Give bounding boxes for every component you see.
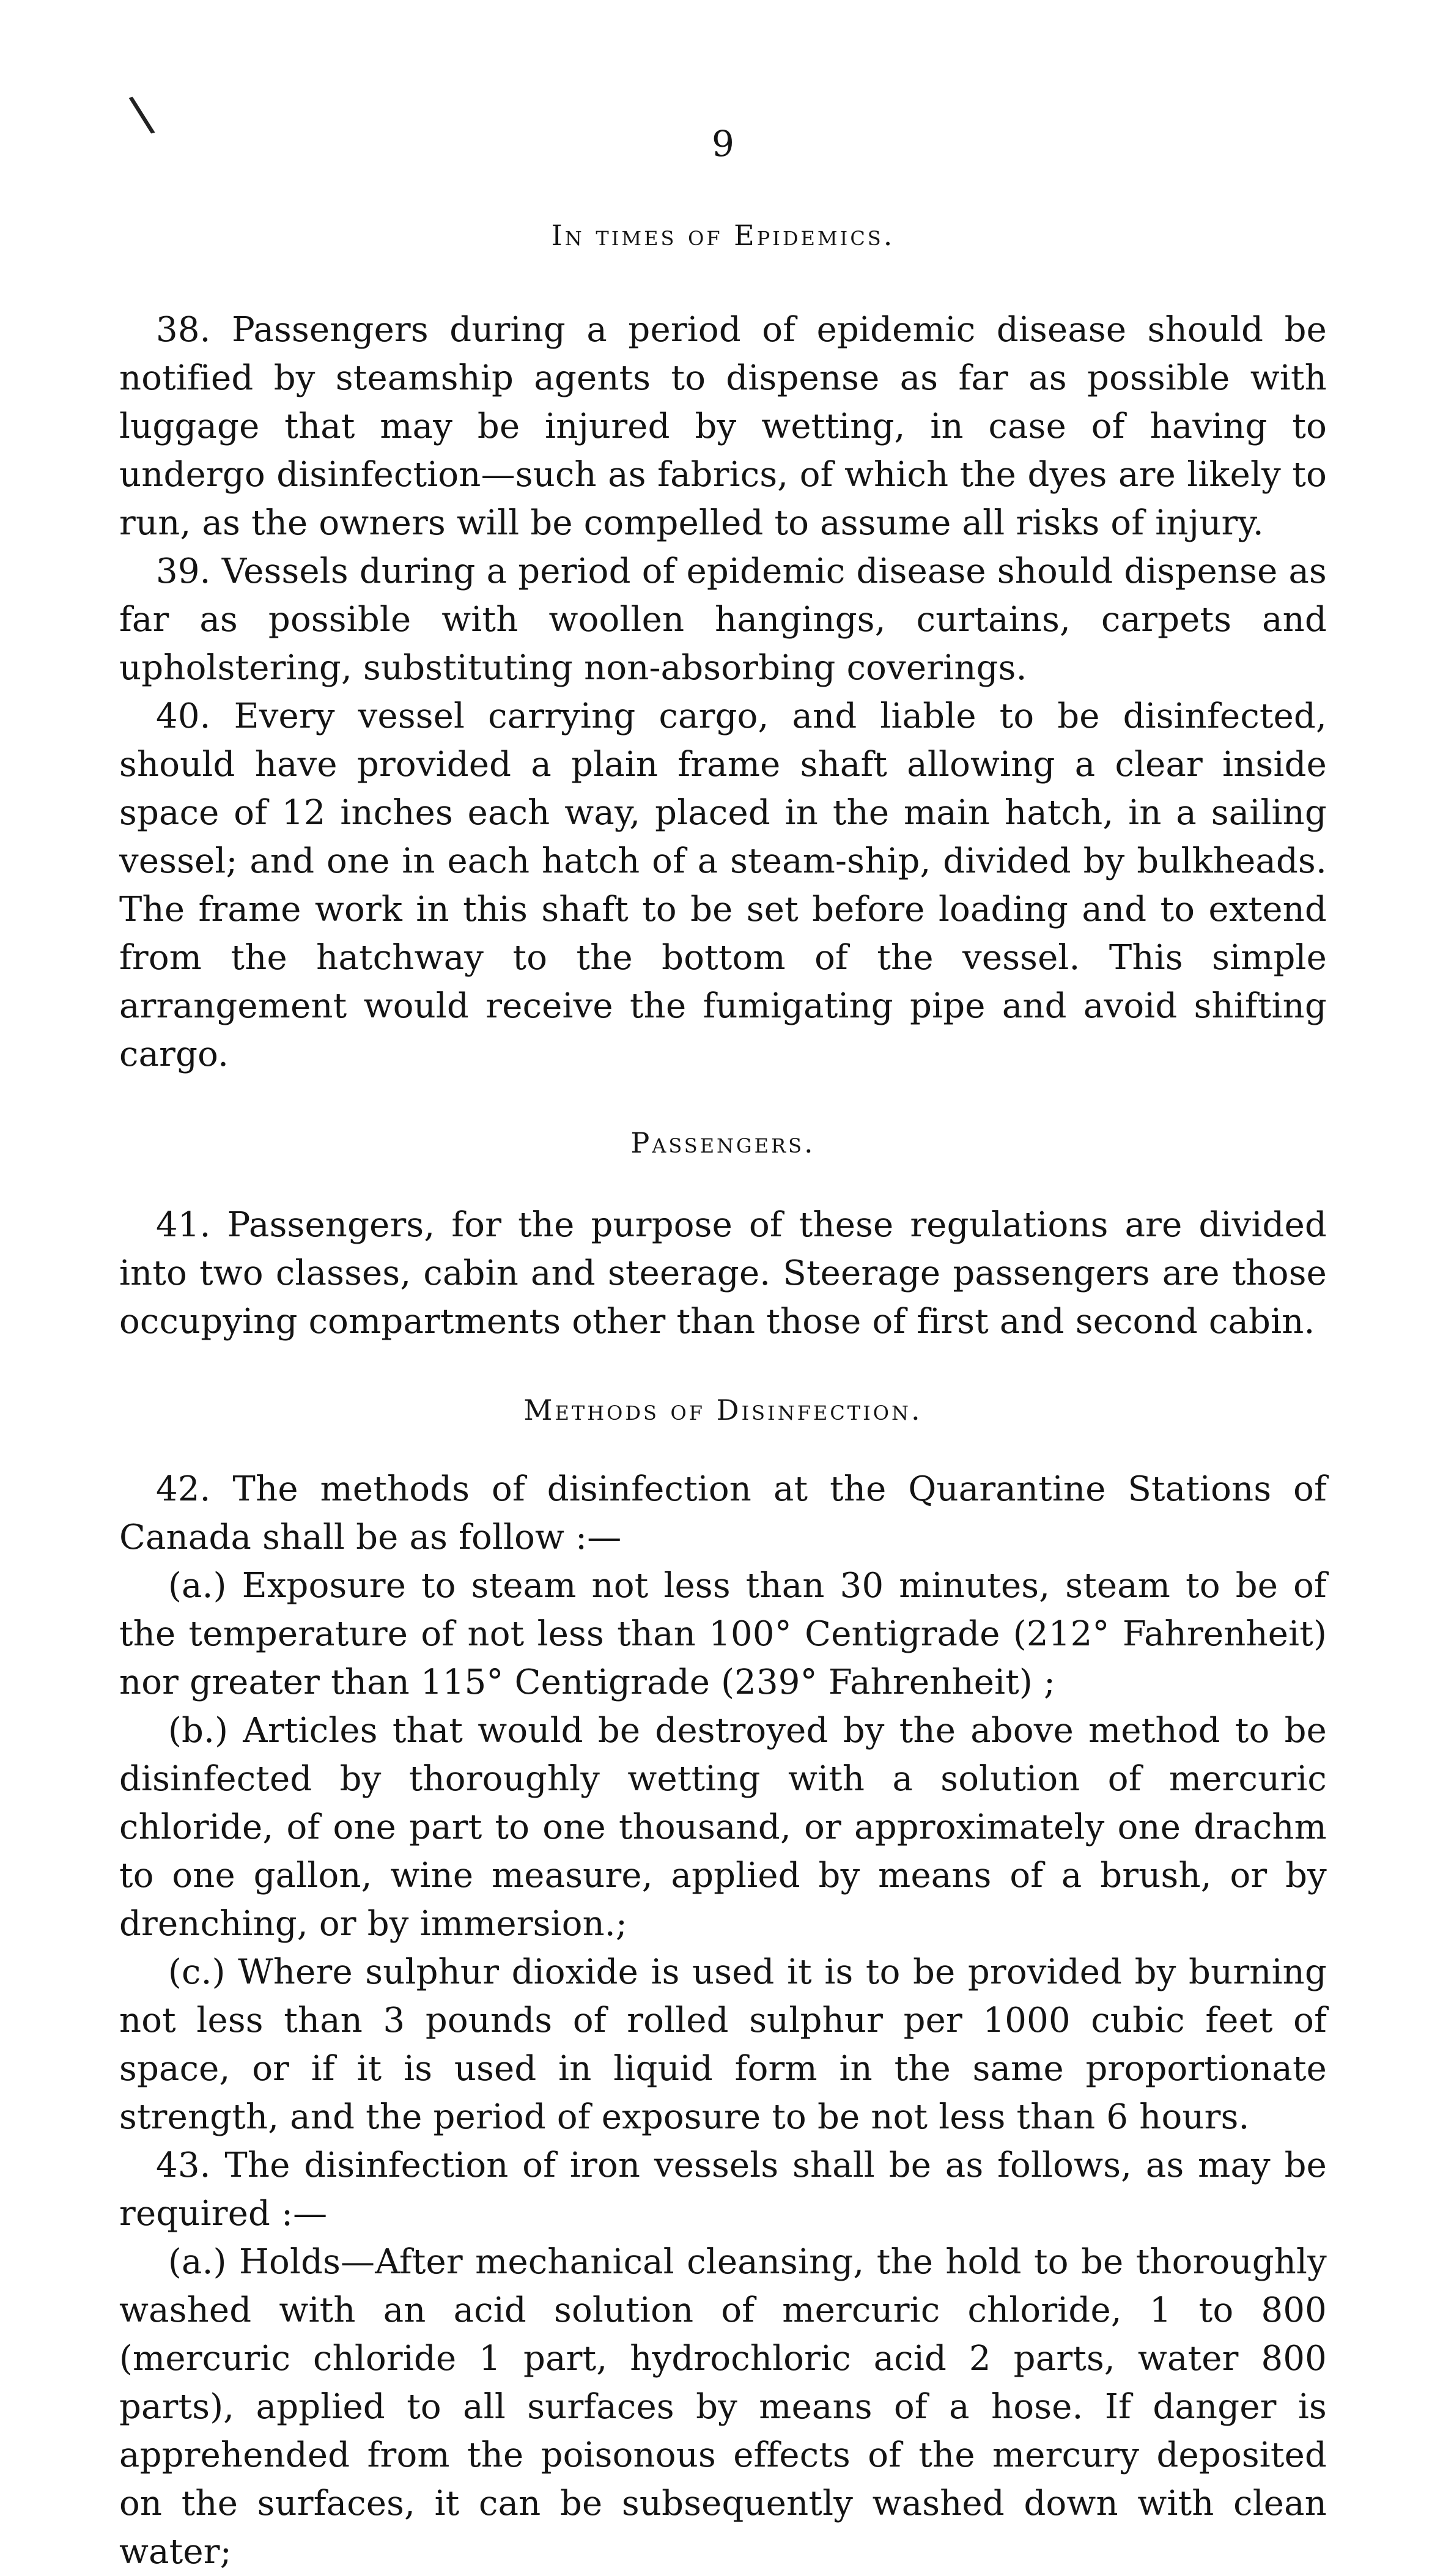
- paragraph-42: 42. The methods of disinfection at the Quarantine Stations of Canada shall be as follow :—: [119, 1469, 1327, 1557]
- paragraph-40: 40. Every vessel carrying cargo, and liable to be disinfected, should have provided a plain frame shaft allowing a clear inside space of 12 inches each way, placed in the main hatch, in a sailing vessel; and one in each hatch of a steam-ship, divided by bulkheads. The frame work in this shaft to be set before loading and to extend from the hatchway to the bottom of the vessel. This simple arrangement would receive the fumigating pipe and avoid shifting cargo.: [119, 696, 1327, 1074]
- paragraph-42-c: (c.) Where sulphur dioxide is used it is to be provided by burning not less than 3 pounds of rolled sulphur per 1000 cubic feet of space, or if it is used in liquid form in the same proportionate strength, and the period of exposure to be not less than 6 hours.: [119, 1952, 1327, 2137]
- paragraph-38: 38. Passengers during a period of epidemic disease should be notified by steamship agents to dispense as far as possible with luggage that may be injured by wetting, in case of having to undergo disinfection—such as fabrics, of which the dyes are likely to run, as the owners will be compelled to assume all risks of injury.: [119, 310, 1327, 543]
- page-number: 9: [712, 123, 734, 164]
- paragraph-43-a: (a.) Holds—After mechanical cleansing, the hold to be thoroughly washed with an acid solution of mercuric chloride, 1 to 800 (mercuric chloride 1 part, hydrochloric acid 2 parts, water 800 parts), applied to all surfaces by means of a hose. If danger is apprehended from the poisonous effects of the mercury deposited on the surfaces, it can be subsequently washed down with clean water;: [119, 2242, 1327, 2572]
- section-heading-passengers: Passengers.: [630, 1126, 816, 1159]
- section-heading-methods-of-disinfection: Methods of Disinfection.: [523, 1393, 923, 1426]
- section-heading-epidemics: In times of Epidemics.: [551, 219, 895, 252]
- paragraph-39: 39. Vessels during a period of epidemic disease should dispense as far as possible with woollen hangings, curtains, carpets and upholstering, substituting non-absorbing coverings.: [119, 552, 1327, 688]
- document-page: [119, 92, 1327, 2576]
- paragraph-42-b: (b.) Articles that would be destroyed by the above method to be disinfected by thoroughly wetting with a solution of mercuric chloride, of one part to one thousand, or approximately one drachm to one gallon, wine measure, applied by means of a brush, or by drenching, or by immersion.;: [119, 1711, 1327, 1944]
- paragraph-41: 41. Passengers, for the purpose of these regulations are divided into two classes, cabin and steerage. Steerage passengers are those occupying compartments other than those of first and second cabin.: [119, 1205, 1327, 1342]
- paragraph-43: 43. The disinfection of iron vessels shall be as follows, as may be required :—: [119, 2146, 1327, 2234]
- paragraph-42-a: (a.) Exposure to steam not less than 30 minutes, steam to be of the temperature of not less than 100° Centigrade (212° Fahrenheit) nor greater than 115° Centigrade (239° Fahrenheit) ;: [119, 1566, 1327, 1702]
- margin-mark: \: [126, 84, 157, 144]
